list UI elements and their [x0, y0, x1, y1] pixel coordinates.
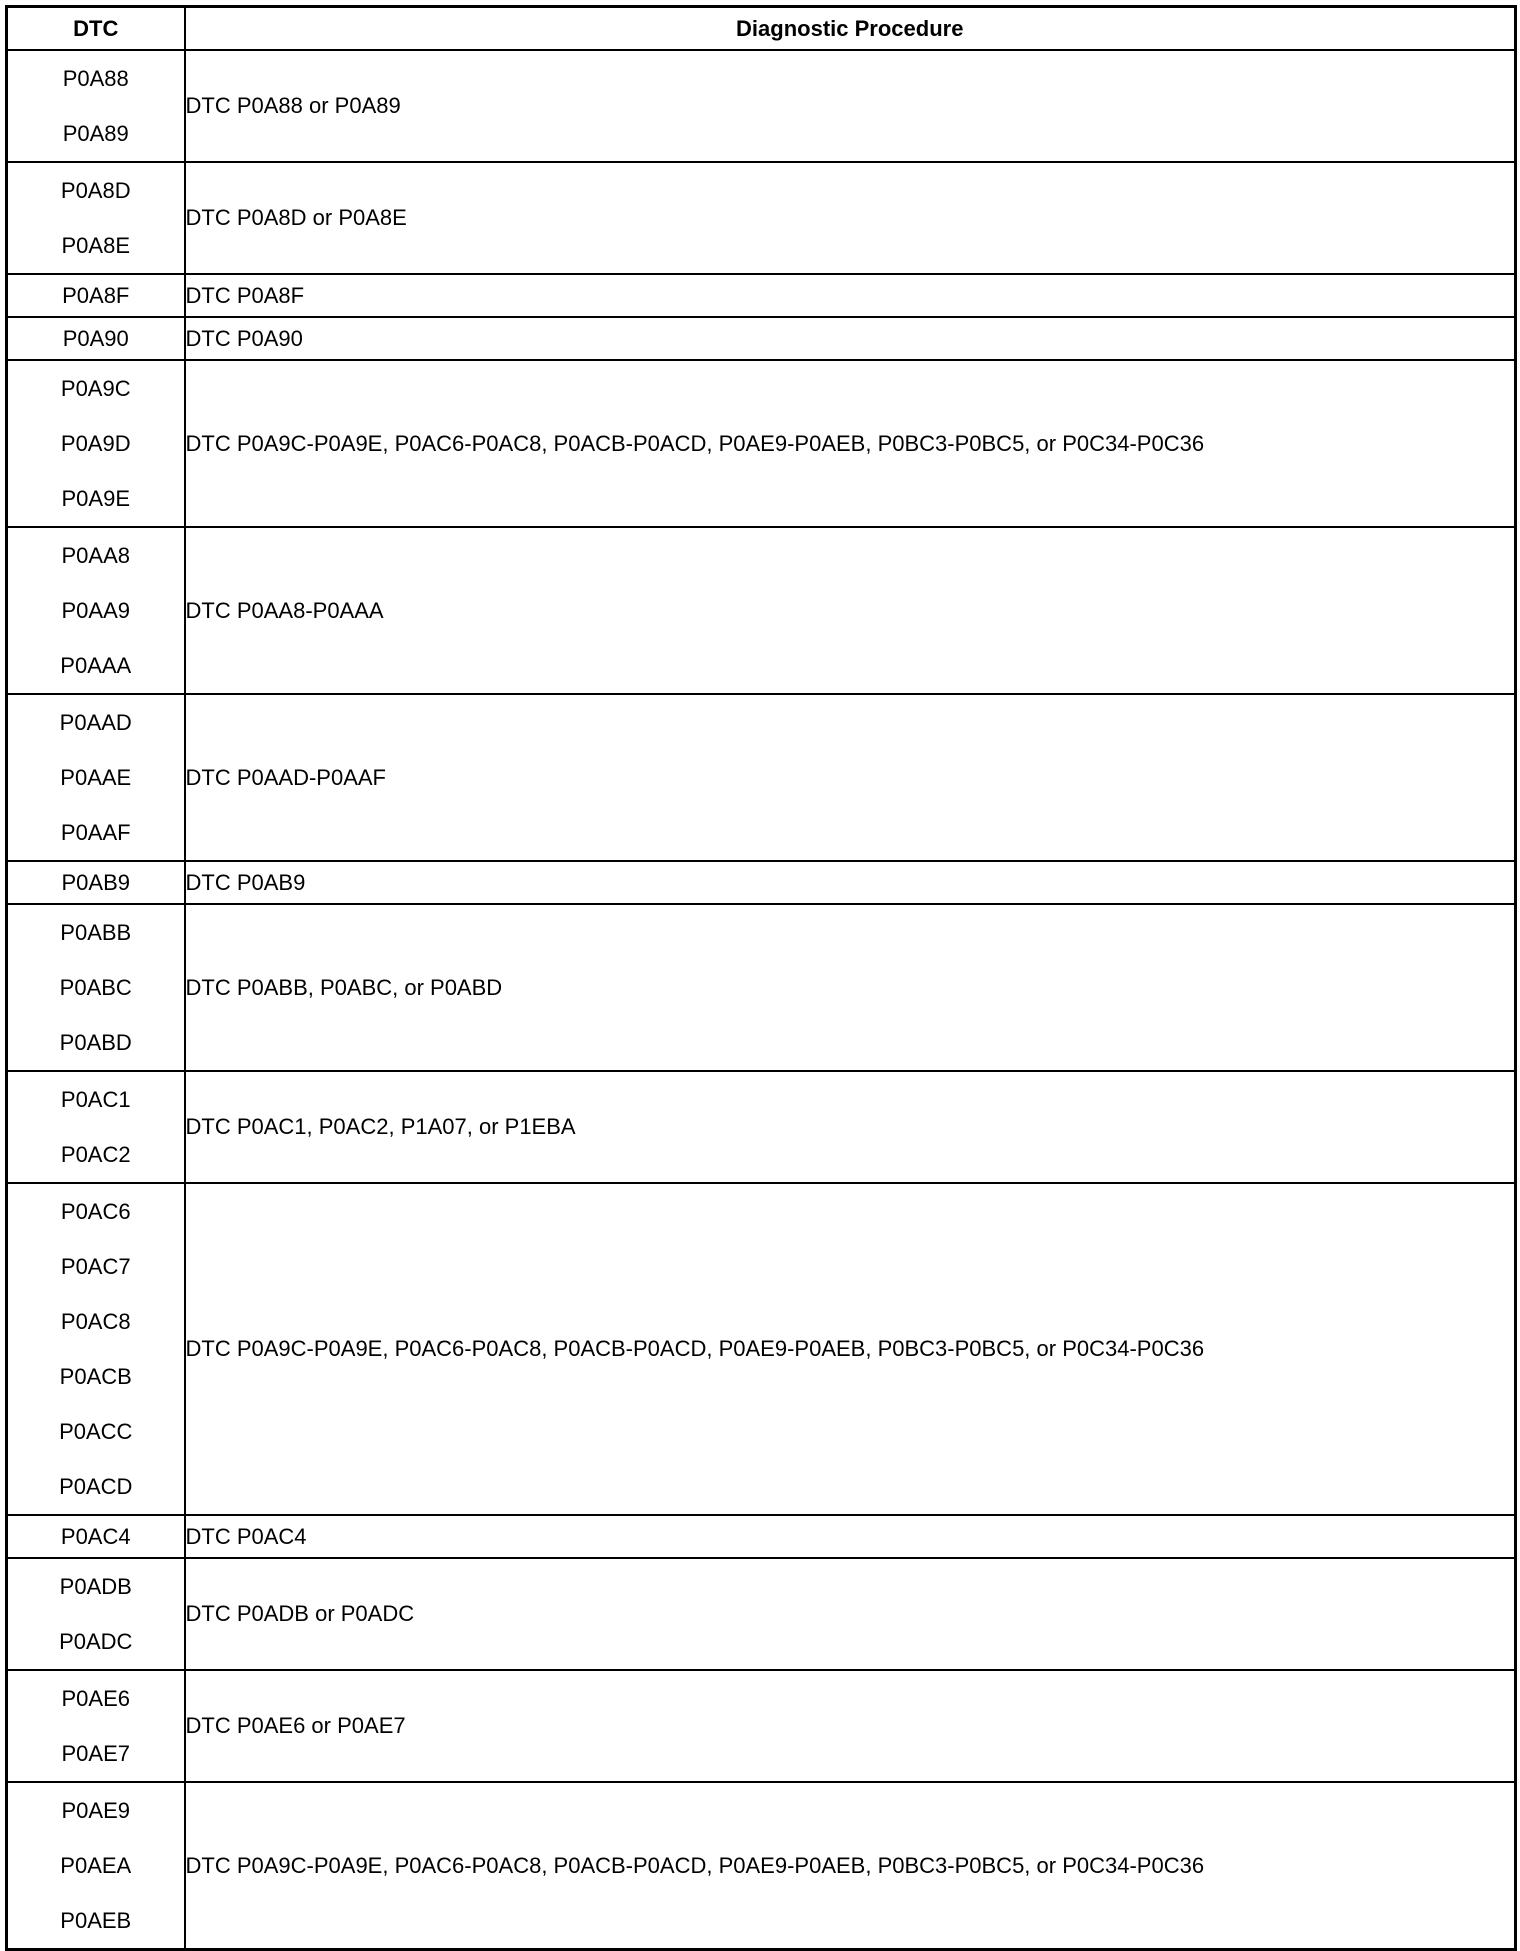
dtc-code: P0AA8	[61, 543, 130, 568]
dtc-code: P0AEA	[60, 1853, 132, 1878]
dtc-code: P0A9C	[60, 376, 131, 401]
dtc-codes-cell	[7, 1071, 185, 1183]
diagnostic-procedure-link[interactable]: DTC P0A8D or P0A8E	[185, 162, 1516, 274]
dtc-codes-cell	[7, 50, 185, 162]
header-row	[7, 7, 1516, 51]
dtc-code: P0ADC	[59, 1629, 133, 1654]
table-row	[7, 1515, 1516, 1558]
diagnostic-procedure-link[interactable]: DTC P0A9C-P0A9E, P0AC6-P0AC8, P0ACB-P0ACD, P0AE9-P0AEB, P0BC3-P0BC5, or P0C34-P0C36	[185, 360, 1516, 527]
diagnostic-procedure-link[interactable]: DTC P0AAD-P0AAF	[185, 694, 1516, 861]
table-row	[7, 360, 1516, 527]
dtc-codes-cell	[7, 1558, 185, 1670]
dtc-code: P0ACC	[59, 1419, 133, 1444]
table-row	[7, 904, 1516, 1071]
dtc-code: P0A88	[62, 66, 129, 91]
dtc-codes-cell	[7, 1670, 185, 1782]
diagnostic-procedure-link[interactable]: DTC P0ABB, P0ABC, or P0ABD	[185, 904, 1516, 1071]
dtc-codes-cell	[7, 1782, 185, 1950]
dtc-code: P0A8F	[62, 283, 130, 308]
dtc-code: P0AE7	[61, 1741, 130, 1766]
dtc-code: P0ABB	[60, 920, 132, 945]
dtc-codes-cell	[7, 904, 185, 1071]
dtc-code: P0A9E	[61, 486, 130, 511]
diagnostic-procedure-link[interactable]: DTC P0A9C-P0A9E, P0AC6-P0AC8, P0ACB-P0ACD, P0AE9-P0AEB, P0BC3-P0BC5, or P0C34-P0C36	[185, 1183, 1516, 1515]
dtc-code: P0AC1	[60, 1087, 131, 1112]
table-row	[7, 274, 1516, 317]
dtc-code: P0ADB	[59, 1574, 132, 1599]
table-body	[7, 50, 1516, 1950]
diagnostic-procedure-link[interactable]: DTC P0A88 or P0A89	[185, 50, 1516, 162]
dtc-table	[5, 5, 1517, 1951]
dtc-codes-cell	[7, 861, 185, 904]
dtc-code: P0A8D	[60, 178, 131, 203]
dtc-code: P0A8E	[61, 233, 130, 258]
dtc-code: P0AAA	[60, 653, 132, 678]
diagnostic-procedure-link[interactable]: DTC P0A9C-P0A9E, P0AC6-P0AC8, P0ACB-P0ACD, P0AE9-P0AEB, P0BC3-P0BC5, or P0C34-P0C36	[185, 1782, 1516, 1950]
dtc-codes-cell	[7, 162, 185, 274]
table-row	[7, 317, 1516, 360]
dtc-code: P0A90	[62, 326, 129, 351]
dtc-code: P0AA9	[61, 598, 130, 623]
dtc-codes-cell	[7, 1183, 185, 1515]
table-row	[7, 1782, 1516, 1950]
dtc-code: P0AC7	[60, 1254, 131, 1279]
dtc-code: P0AC8	[60, 1309, 131, 1334]
dtc-code: P0ABD	[59, 1030, 132, 1055]
table-row	[7, 861, 1516, 904]
dtc-code: P0AEB	[60, 1908, 132, 1933]
header-diagnostic-procedure: Diagnostic Procedure	[185, 7, 1516, 51]
dtc-code: P0AE6	[61, 1686, 130, 1711]
table-row	[7, 1071, 1516, 1183]
diagnostic-procedure-link[interactable]: DTC P0AC1, P0AC2, P1A07, or P1EBA	[185, 1071, 1516, 1183]
diagnostic-procedure-link[interactable]: DTC P0A90	[185, 317, 1516, 360]
dtc-codes-cell	[7, 527, 185, 694]
dtc-codes-cell	[7, 1515, 185, 1558]
dtc-code: P0AAE	[60, 765, 132, 790]
dtc-code: P0ACD	[59, 1474, 133, 1499]
table-row	[7, 50, 1516, 162]
dtc-code: P0ACB	[59, 1364, 132, 1389]
dtc-code: P0AB9	[61, 870, 130, 895]
diagnostic-procedure-link[interactable]: DTC P0AE6 or P0AE7	[185, 1670, 1516, 1782]
table-row	[7, 1558, 1516, 1670]
diagnostic-procedure-link[interactable]: DTC P0A8F	[185, 274, 1516, 317]
dtc-table-container	[5, 5, 1514, 1951]
dtc-code: P0AE9	[61, 1798, 130, 1823]
dtc-codes-cell	[7, 694, 185, 861]
table-row	[7, 162, 1516, 274]
dtc-code: P0A9D	[60, 431, 131, 456]
table-row	[7, 1183, 1516, 1515]
dtc-codes-cell	[7, 274, 185, 317]
header-dtc: DTC	[7, 7, 185, 51]
dtc-code: P0ABC	[59, 975, 132, 1000]
table-row	[7, 527, 1516, 694]
dtc-codes-cell	[7, 317, 185, 360]
diagnostic-procedure-link[interactable]: DTC P0ADB or P0ADC	[185, 1558, 1516, 1670]
dtc-code: P0AC6	[60, 1199, 131, 1224]
dtc-codes-cell	[7, 360, 185, 527]
table-row	[7, 1670, 1516, 1782]
diagnostic-procedure-link[interactable]: DTC P0AB9	[185, 861, 1516, 904]
diagnostic-procedure-link[interactable]: DTC P0AA8-P0AAA	[185, 527, 1516, 694]
dtc-code: P0AC4	[60, 1524, 131, 1549]
dtc-code: P0AAF	[60, 820, 131, 845]
table-row	[7, 694, 1516, 861]
dtc-code: P0AC2	[60, 1142, 131, 1167]
dtc-code: P0AAD	[59, 710, 132, 735]
dtc-code: P0A89	[62, 121, 129, 146]
diagnostic-procedure-link[interactable]: DTC P0AC4	[185, 1515, 1516, 1558]
